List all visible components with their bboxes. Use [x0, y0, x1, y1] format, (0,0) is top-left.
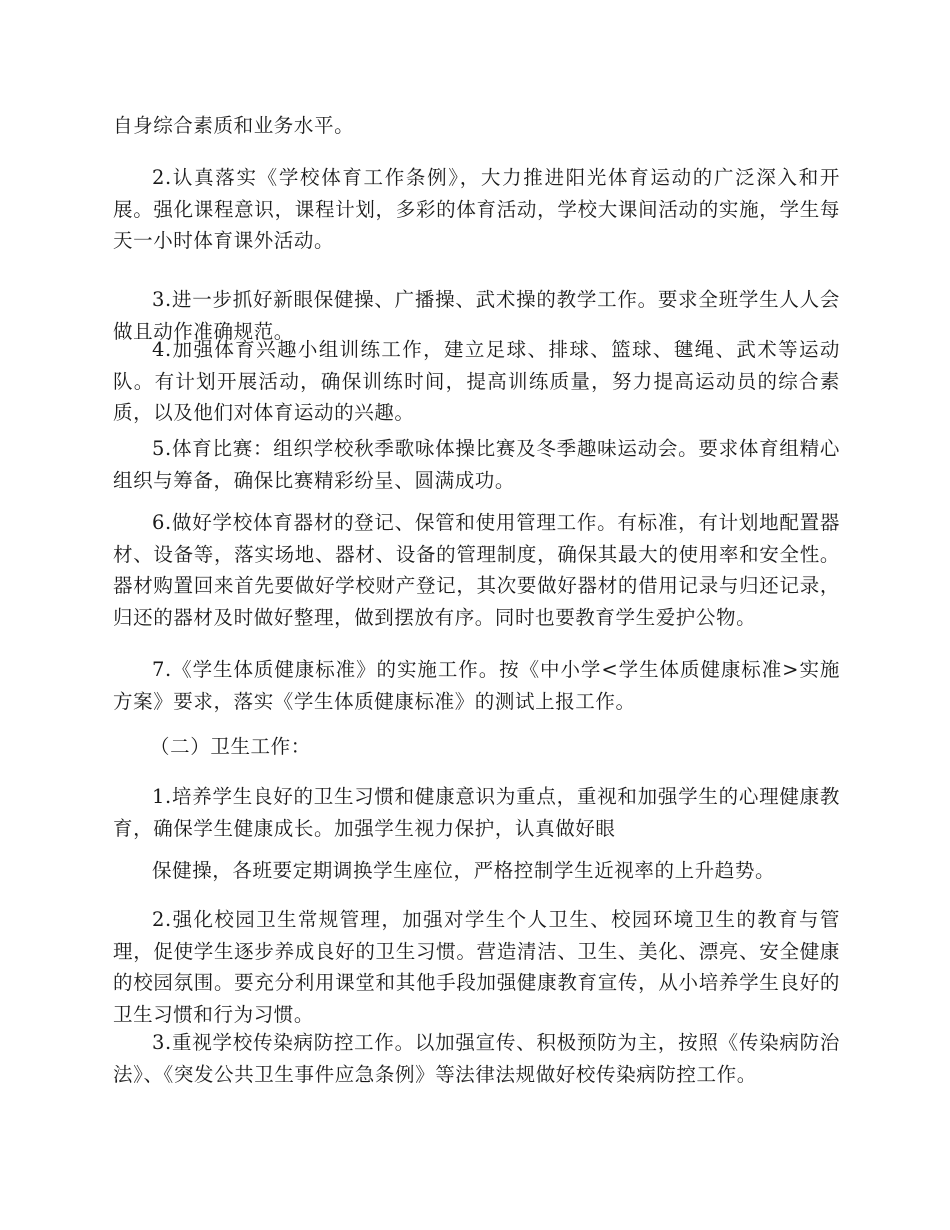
paragraph-item-5: 5.体育比赛：组织学校秋季歌咏体操比赛及冬季趣味运动会。要求体育组精心组织与筹备，确保比赛精彩纷呈、圆满成功。: [113, 437, 840, 492]
paragraph-continuation: 自身综合素质和业务水平。: [113, 114, 355, 137]
paragraph-hygiene-item-1: 1.培养学生良好的卫生习惯和健康意识为重点，重视和加强学生的心理健康教育，确保学生健康成长。加强学生视力保护，认真做好眼: [113, 785, 840, 840]
paragraph-item-2: 2.认真落实《学校体育工作条例》，大力推进阳光体育运动的广泛深入和开展。强化课程意识，课程计划，多彩的体育活动，学校大课间活动的实施，学生每天一小时体育课外活动。: [113, 166, 840, 252]
paragraph-item-7: 7.《学生体质健康标准》的实施工作。按《中小学<学生体质健康标准>实施方案》要求，落实《学生体质健康标准》的测试上报工作。: [113, 658, 840, 713]
paragraph-hygiene-item-3: 3.重视学校传染病防控工作。以加强宣传、积极预防为主，按照《传染病防治法》、《突发公共卫生事件应急条例》等法律法规做好校传染病防控工作。: [113, 1031, 840, 1086]
section-heading-hygiene: （二）卫生工作：: [150, 735, 311, 758]
paragraph-hygiene-item-2: 2.强化校园卫生常规管理，加强对学生个人卫生、校园环境卫生的教育与管理，促使学生逐步养成良好的卫生习惯。营造清洁、卫生、美化、漂亮、安全健康的校园氛围。要充分利用课堂和其他手段加强健康教育宣传，从小培养学生良好的卫生习惯和行为习惯。: [113, 908, 840, 1026]
paragraph-item-4: 4.加强体育兴趣小组训练工作，建立足球、排球、篮球、毽绳、武术等运动队。有计划开展活动，确保训练时间，提高训练质量，努力提高运动员的综合素质，以及他们对体育运动的兴趣。: [113, 338, 840, 424]
paragraph-item-6: 6.做好学校体育器材的登记、保管和使用管理工作。有标准，有计划地配置器材、设备等，落实场地、器材、设备的管理制度，确保其最大的使用率和安全性。器材购置回来首先要做好学校财产登记，其次要做好器材的借用记录与归还记录，归还的器材及时做好整理，做到摆放有序。同时也要教育学生爱护公物。: [113, 511, 840, 629]
paragraph-hygiene-item-1-continued: 保健操，各班要定期调换学生座位，严格控制学生近视率的上升趋势。: [152, 859, 776, 882]
paragraph-item-3: 3.进一步抓好新眼保健操、广播操、武术操的教学工作。要求全班学生人人会做且动作准确规范。: [113, 288, 840, 343]
